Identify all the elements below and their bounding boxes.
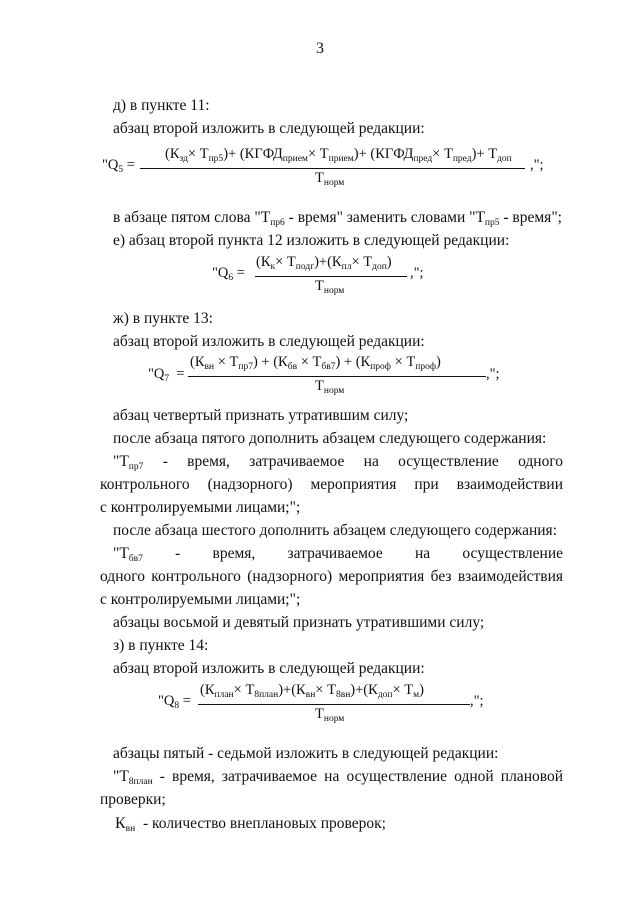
q8-numerator: $(К_{план}\times Т_{8план})+(К_{вн}\times Т_{8вн})+(К_{доп}\times Т_м)$ (200, 682, 425, 700)
paragraph-t8plan-line1: "$Т_{8план}$ - время, затрачиваемое на осуществление одной плановой (113, 768, 563, 787)
q7-denominator: $Т_{норм}$ (315, 378, 345, 396)
paragraph-tbv7-line1: "$Т_{бв7}$ - время, затрачиваемое на осуществление (113, 545, 564, 564)
paragraph-abz2-b: абзац второй изложить в следующей редакции: (113, 333, 425, 350)
paragraph-tpr7-line1: "$Т_{пр7}$ - время, затрачиваемое на осуществление одного (113, 453, 564, 472)
q5-denominator: $Т_{норм}$ (315, 170, 345, 188)
q6-fraction-bar (255, 276, 407, 277)
q5-tail: ,"; (530, 157, 544, 173)
paragraph-t8plan-line2: проверки; (100, 791, 166, 808)
section-z: з) в пункте 14: (113, 637, 209, 654)
paragraph-abz2-c: абзац второй изложить в следующей редакции: (113, 660, 425, 677)
paragraph-kvn: $К_{вн}$ - количество внеплановых проверок; (115, 815, 386, 834)
section-d: д) в пункте 11: (113, 97, 210, 114)
q5-eq: = (126, 157, 135, 173)
q6-denominator: $Т_{норм}$ (315, 278, 345, 296)
paragraph-tbv7-line3: с контролируемыми лицами;"; (100, 591, 301, 608)
q5-numerator: $(К_{зд}\times Т_{пр5})+$ $(КГФД_{прием}\times Т_{прием})+$ $(КГФД_{пред}\times Т_{пред})+ Т_{доп}$ (165, 146, 512, 164)
paragraph-tpr7-line2: контрольного (надзорного) мероприятия при взаимодействии (100, 476, 563, 493)
paragraph-abz89: абзацы восьмой и девятый признать утратившими силу; (113, 614, 485, 631)
section-zh: ж) в пункте 13: (113, 310, 213, 327)
q8-fraction-bar (198, 704, 470, 705)
q7-numerator: $(К_{вн} \times Т_{пр7}) + (К_{бв} \times Т_{бв7}) + (К_{проф} \times Т_{проф})$ (190, 354, 441, 372)
paragraph-abz57: абзацы пятый - седьмой изложить в следующей редакции: (113, 745, 499, 762)
paragraph-tpr7-line3: с контролируемыми лицами;"; (100, 499, 301, 516)
q5-lhs-sub: 5 (118, 165, 124, 175)
paragraph-abz2-a: абзац второй изложить в следующей редакции: (113, 120, 425, 137)
paragraph-tbv7-line2: одного контрольного (надзорного) мероприятия без взаимодействия (100, 568, 564, 585)
q7-tail: ,"; (486, 366, 500, 382)
q7-fraction-bar (188, 376, 486, 377)
q6-tail: ,"; (410, 265, 424, 281)
section-e: е) абзац второй пункта 12 изложить в следующей редакции: (113, 232, 510, 249)
paragraph-after6: после абзаца шестого дополнить абзацем следующего содержания: (113, 522, 557, 539)
paragraph-after5: после абзаца пятого дополнить абзацем следующего содержания: (113, 430, 547, 447)
q6-numerator: $(К_к\times Т_{подг})+(К_{пл}\times Т_{доп})$ (256, 254, 392, 272)
q5-lhs: "Q (102, 157, 119, 173)
q8-denominator: $Т_{норм}$ (315, 706, 345, 724)
q8-tail: ,"; (470, 693, 484, 709)
paragraph-abz5: в абзаце пятом слова "$Т_{пр6}$ - время" заменить словами "$Т_{пр5}$ - время"; (113, 209, 562, 228)
paragraph-abz4: абзац четвертый признать утратившим силу; (113, 407, 409, 424)
q5-fraction-bar (140, 168, 525, 169)
page-number: 3 (316, 40, 324, 57)
